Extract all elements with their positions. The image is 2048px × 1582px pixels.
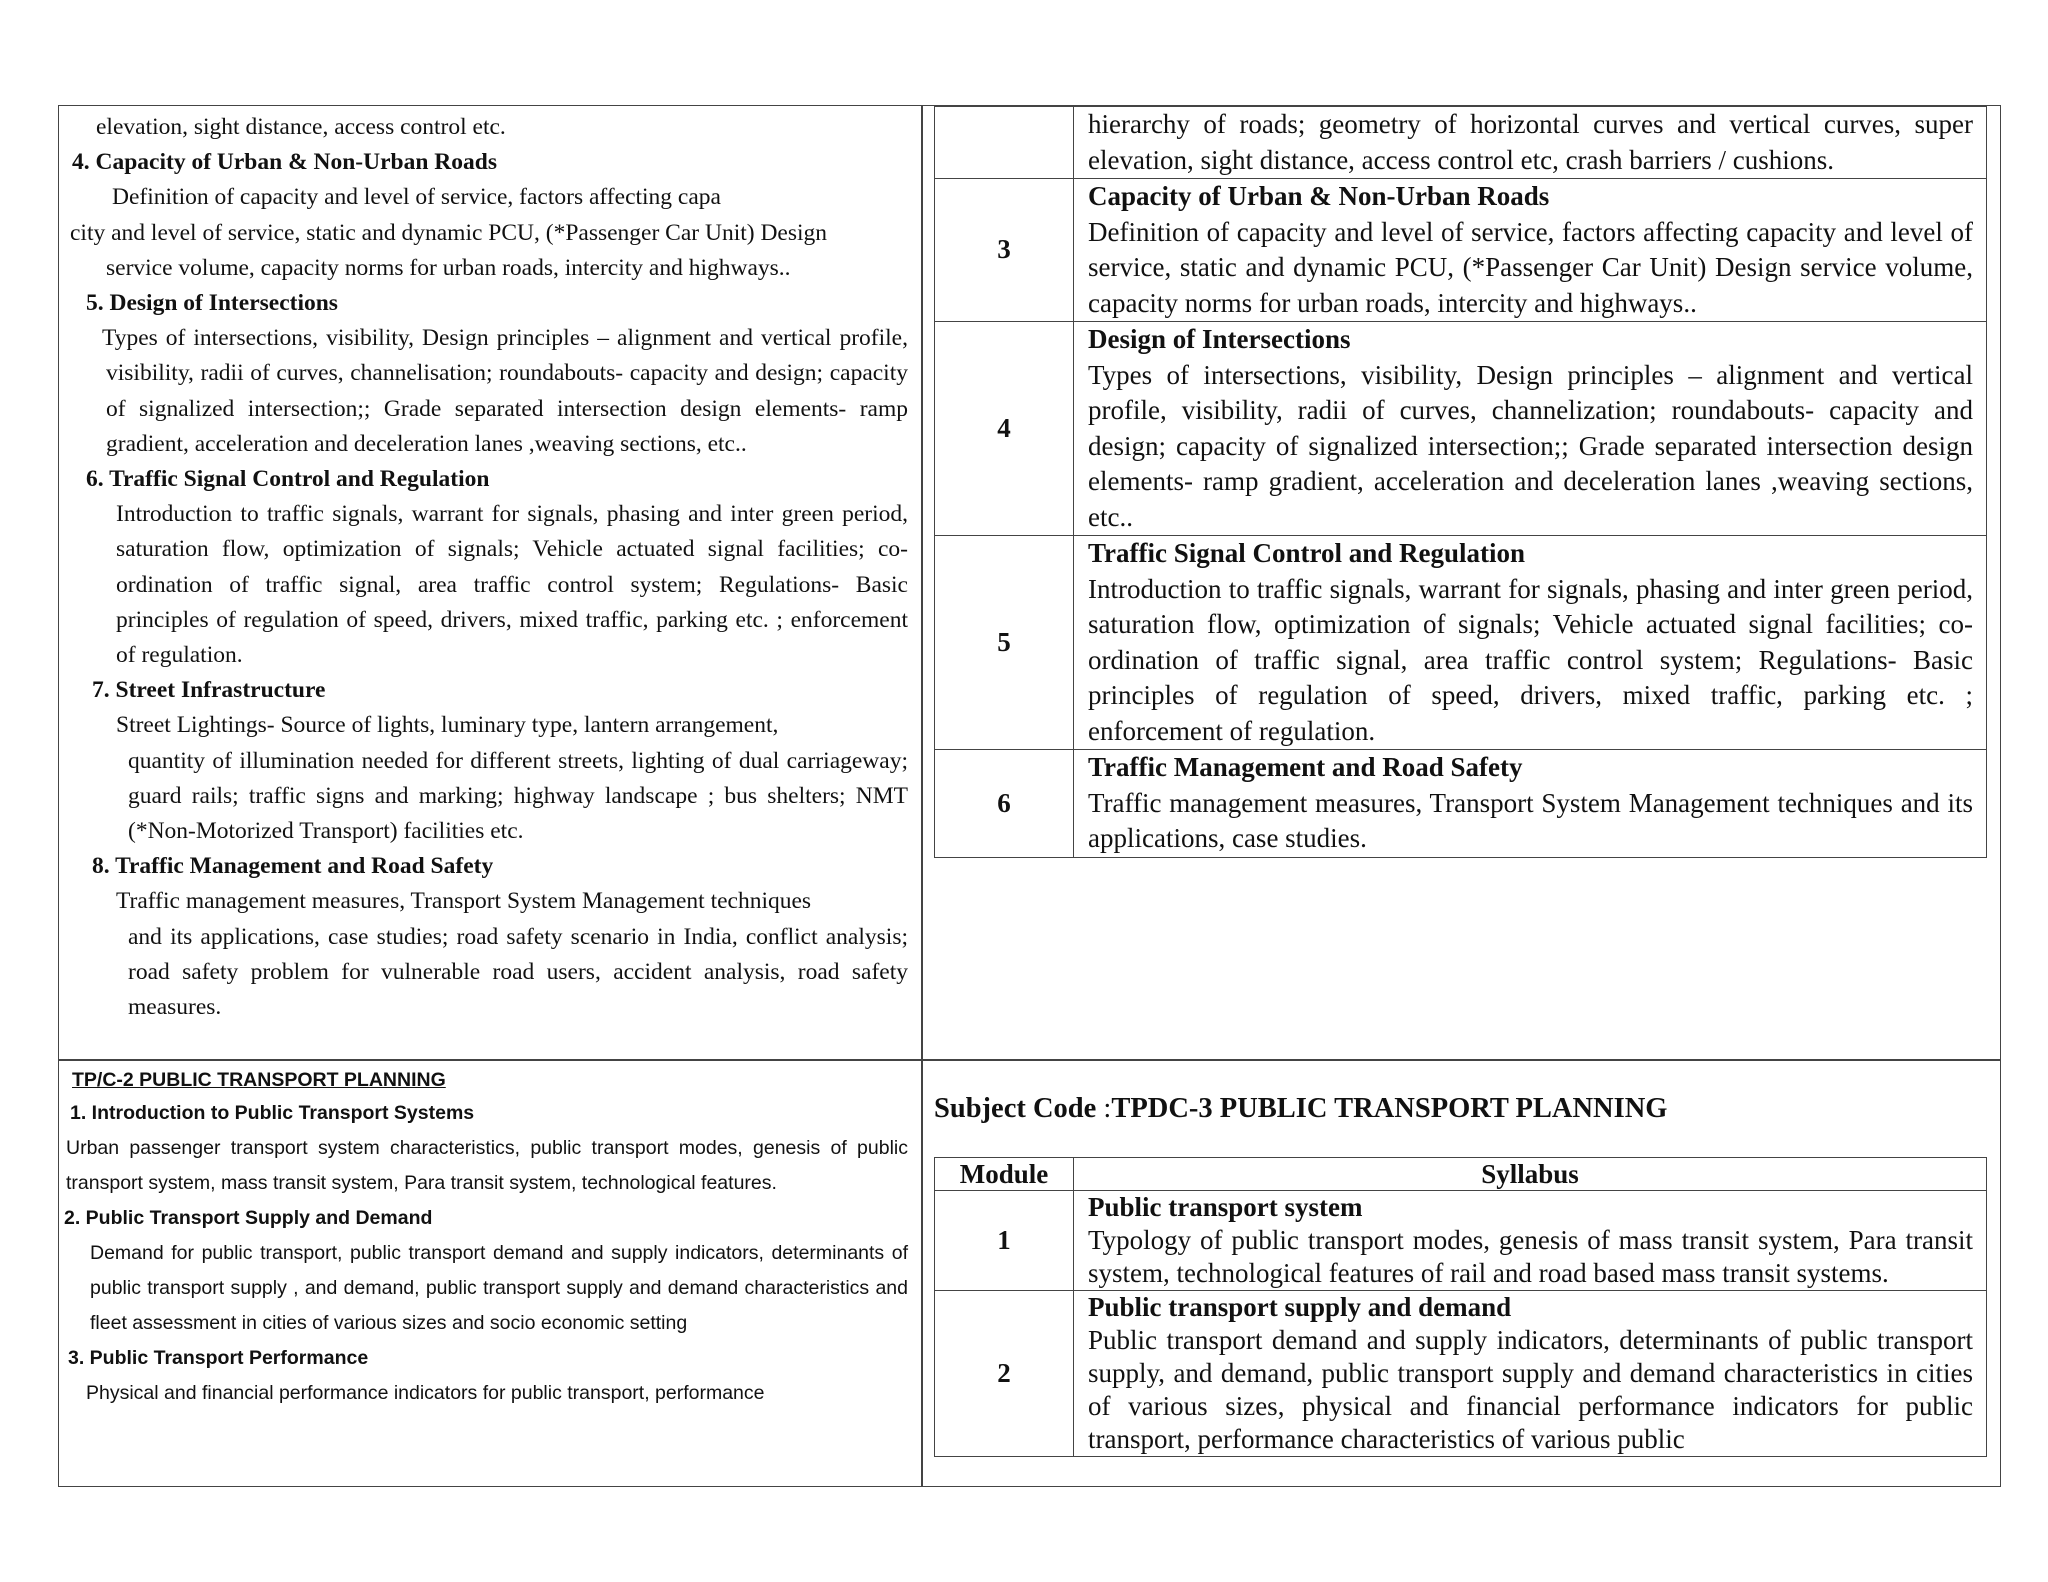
module-text-cell [1074,179,1987,322]
module-number-6: 6 [935,750,1074,858]
module-5-title: Traffic Signal Control and Regulation [1088,538,1526,568]
table-header-row [935,1158,1987,1191]
module-number-cell [935,107,1074,179]
pt-module-2-body: Public transport demand and supply indicators, determinants of public transport supply, and demand, public transport supply and demand characteristics in cities of various sizes, physical and financial performance indicators for public transport, performance characteristics of various public [1088,1325,1973,1454]
module-number-3: 3 [935,179,1074,322]
module-5-body: Introduction to traffic signals, warrant for signals, phasing and inter green period, saturation flow, optimization of signals; Vehicle actuated signal facilities; co-ordination of traffic signal, area traffic control system; Regulations- Basic principles of regulation of speed, drivers, mixed traffic, parking etc. ; enforcement of regulation. [1088,573,1973,746]
subject-code-sep: : [1096,1093,1112,1124]
table-row [935,179,1987,322]
section-4-line-2: city and level of service, static and dynamic PCU, (*Passenger Car Unit) Design [70,219,828,246]
syllabus-header: Syllabus [1074,1158,1987,1191]
section-7-line-1: Street Lightings- Source of lights, luminary type, lantern arrangement, [116,712,779,739]
module-number-2: 2 [935,1291,1074,1457]
pt-module-1-title: Public transport system [1088,1192,1363,1222]
module-text-cell [1074,750,1987,858]
modules-table-bottom [934,1157,1987,1457]
section-6-body: Introduction to traffic signals, warrant for signals, phasing and inter green period, saturation flow, optimization of signals; Vehicle actuated signal facilities; co-ordination of traffic signal, area traffic control system; Regulations- Basic principles of regulation of speed, drivers, mixed traffic, parking etc. ; enforcement of regulation. [116,501,908,669]
section-5-body: Types of intersections, visibility, Design principles – alignment and vertical profile, visibility, radii of curves, channelisation; roundabouts- capacity and design; capacity of signalized intersection;; Grade separated intersection design elements- ramp gradient, acceleration and deceleration lanes ,weaving sections, etc.. [102,325,908,457]
left-top-section [70,110,908,1025]
pt-section-3-body: Physical and financial performance indicators for public transport, performance [86,1382,765,1404]
course-heading: TP/C-2 PUBLIC TRANSPORT PLANNING [72,1069,446,1091]
row-0-body: hierarchy of roads; geometry of horizontal curves and vertical curves, super elevation, sight distance, access control etc, crash barriers / cushions. [1088,109,1973,175]
table-row [935,1191,1987,1291]
section-4-line-3: service volume, capacity norms for urban roads, intercity and highways.. [106,254,791,281]
module-6-title: Traffic Management and Road Safety [1088,752,1523,782]
section-8-body: and its applications, case studies; road safety scenario in India, conflict analysis; road safety problem for vulnerable road users, accident analysis, road safety measures. [128,923,908,1021]
pt-module-1-body: Typology of public transport modes, genesis of mass transit system, Para transit system, technological features of rail and road based mass transit systems. [1088,1225,1973,1288]
section-8-title: 8. Traffic Management and Road Safety [92,853,494,880]
pt-section-2-title: 2. Public Transport Supply and Demand [64,1207,433,1229]
section-4-title: 4. Capacity of Urban & Non-Urban Roads [72,149,497,176]
table-row [935,536,1987,750]
module-text-cell [1074,536,1987,750]
subject-code-label: Subject Code [934,1093,1097,1124]
table-row [935,750,1987,858]
module-text-cell [1074,107,1987,179]
section-8-line-1: Traffic management measures, Transport System Management techniques [116,888,812,915]
section-7-title: 7. Street Infrastructure [92,677,326,704]
section-5-title: 5. Design of Intersections [86,290,338,317]
module-3-title: Capacity of Urban & Non-Urban Roads [1088,181,1550,211]
table-row [935,1291,1987,1457]
module-text-cell [1074,1191,1987,1291]
table-row [935,107,1987,179]
subject-code-line [934,1093,1667,1125]
pt-section-1-body: Urban passenger transport system characteristics, public transport modes, genesis of public transport system, mass transit system, Para transit system, technological features. [66,1137,908,1194]
module-6-body: Traffic management measures, Transport System Management techniques and its applications, case studies. [1088,787,1973,853]
pt-module-2-title: Public transport supply and demand [1088,1292,1512,1322]
module-number-4: 4 [935,322,1074,536]
pt-section-3-title: 3. Public Transport Performance [68,1347,369,1369]
subject-code-value: TPDC-3 PUBLIC TRANSPORT PLANNING [1111,1093,1668,1124]
section-6-title: 6. Traffic Signal Control and Regulation [86,466,490,493]
pt-section-2-body: Demand for public transport, public transport demand and supply indicators, determinants of public transport supply , and demand, public transport supply and demand characteristics and fleet assessment in cities of various sizes and socio economic setting [90,1242,908,1334]
module-text-cell [1074,1291,1987,1457]
module-number-5: 5 [935,536,1074,750]
module-3-body: Definition of capacity and level of service, factors affecting capacity and level of service, static and dynamic PCU, (*Passenger Car Unit) Design service volume, capacity norms for urban roads, intercity and highways.. [1088,216,1973,318]
continuation-line: elevation, sight distance, access control etc. [96,114,506,140]
row-divider [58,1059,2001,1061]
column-divider [921,105,923,1487]
pt-section-1-title: 1. Introduction to Public Transport Systems [70,1102,475,1124]
left-bottom-section [66,1064,908,1411]
section-4-line-1: Definition of capacity and level of service, factors affecting capa [112,184,721,211]
module-4-title: Design of Intersections [1088,324,1351,354]
section-7-body: quantity of illumination needed for different streets, lighting of dual carriageway; guard rails; traffic signs and marking; highway landscape ; bus shelters; NMT (*Non-Motorized Transport) facilities etc. [128,747,908,845]
module-number-1: 1 [935,1191,1074,1291]
modules-table-top [934,106,1987,858]
module-text-cell [1074,322,1987,536]
module-4-body: Types of intersections, visibility, Design principles – alignment and vertical profile, visibility, radii of curves, channelization; roundabouts- capacity and design; capacity of signalized intersection;; Grade separated intersection design elements- ramp gradient, acceleration and deceleration lanes ,weaving sections, etc.. [1088,359,1973,532]
table-row [935,322,1987,536]
module-header: Module [935,1158,1074,1191]
